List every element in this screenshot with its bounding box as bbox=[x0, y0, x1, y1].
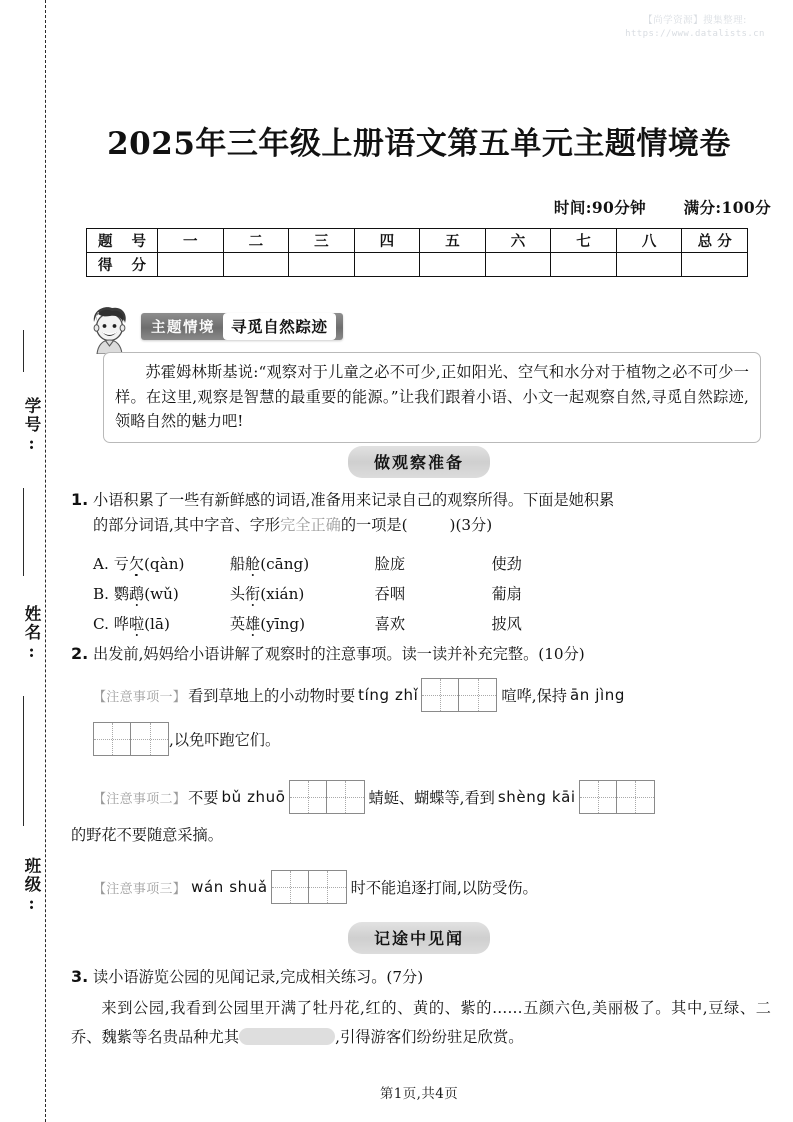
theme-tag-value: 寻觅自然踪迹 bbox=[223, 313, 336, 340]
note-2-grid-1[interactable] bbox=[289, 780, 365, 814]
total-score-label: 满分:100分 bbox=[683, 198, 771, 217]
score-cell-6[interactable] bbox=[551, 253, 617, 277]
score-cell-5[interactable] bbox=[485, 253, 551, 277]
page-title: 2025年三年级上册语文第五单元主题情境卷 bbox=[107, 126, 731, 162]
note-1-line-2 bbox=[93, 722, 280, 756]
score-table-col-2: 三 bbox=[289, 229, 355, 253]
score-table-row-label-1: 得 分 bbox=[87, 253, 158, 277]
note-2-grid-2[interactable] bbox=[579, 780, 655, 814]
sidebar-field-student-name: 姓名: bbox=[22, 605, 41, 663]
student-number-rule bbox=[23, 330, 24, 372]
sidebar-field-student-number: 学号: bbox=[22, 397, 41, 455]
score-cell-0[interactable] bbox=[158, 253, 224, 277]
boy-avatar-icon bbox=[83, 302, 135, 354]
note-3-tag: 【注意事项三】 bbox=[93, 881, 187, 897]
note-1-seg-2: 喧哗,保持 bbox=[501, 686, 567, 705]
option-b-word2: 头衔(xián) bbox=[229, 585, 305, 603]
watermark-line-2: https://www.datalists.cn bbox=[625, 28, 765, 39]
score-cell-1[interactable] bbox=[223, 253, 289, 277]
score-table-col-6: 七 bbox=[551, 229, 617, 253]
score-cell-4[interactable] bbox=[420, 253, 486, 277]
passage-redacted-blank[interactable] bbox=[239, 1028, 335, 1045]
score-cell-7[interactable] bbox=[616, 253, 682, 277]
question-1-text-line2-post: 的一项是( bbox=[340, 515, 408, 534]
theme-quote-box bbox=[103, 352, 761, 443]
option-a-word2: 船舱(cāng) bbox=[229, 555, 310, 573]
note-1-line-1 bbox=[93, 678, 628, 712]
option-a-word1: 亏欠(qàn) bbox=[113, 555, 185, 573]
time-limit-label: 时间:90分钟 bbox=[553, 198, 647, 217]
question-3 bbox=[71, 964, 771, 990]
table-row-scores bbox=[87, 253, 748, 277]
note-2-pinyin-1: bǔ zhuō bbox=[221, 788, 286, 806]
section-title-1: 做观察准备 bbox=[348, 446, 490, 478]
section-title-2: 记途中见闻 bbox=[348, 922, 490, 954]
option-c-word4: 披风 bbox=[491, 615, 522, 633]
note-2-line-1 bbox=[93, 780, 655, 814]
score-table bbox=[86, 228, 748, 277]
exam-meta bbox=[554, 196, 771, 218]
student-name-rule bbox=[23, 488, 24, 576]
option-c-word1: 哗啦(lā) bbox=[113, 615, 170, 633]
section-header-2 bbox=[45, 922, 793, 954]
option-b-letter: B. bbox=[93, 585, 109, 603]
question-2 bbox=[71, 641, 771, 667]
score-table-col-1: 二 bbox=[223, 229, 289, 253]
question-3-number: 3. bbox=[71, 967, 89, 986]
score-table-col-7: 八 bbox=[616, 229, 682, 253]
question-1-text-line2-pre: 的部分词语,其中字音、字形 bbox=[93, 515, 281, 534]
score-table-row-label-0: 题 号 bbox=[87, 229, 158, 253]
score-cell-2[interactable] bbox=[289, 253, 355, 277]
option-c-word2: 英雄(yīng) bbox=[229, 615, 305, 633]
question-1-text-line1: 小语积累了一些有新鲜感的词语,准备用来记录自己的观察所得。下面是她积累 bbox=[93, 491, 615, 509]
note-1-grid-1[interactable] bbox=[421, 678, 497, 712]
theme-tag-label: 主题情境 bbox=[151, 320, 215, 336]
option-c-word3: 喜欢 bbox=[374, 615, 406, 633]
section-header-1 bbox=[45, 446, 793, 478]
option-b[interactable] bbox=[93, 583, 522, 604]
note-1-seg-3: ,以免吓跑它们。 bbox=[169, 730, 281, 749]
option-b-word4: 葡扇 bbox=[491, 585, 522, 603]
note-3-grid-1[interactable] bbox=[271, 870, 347, 904]
note-1-pinyin-2: ān jìng bbox=[569, 686, 625, 704]
note-2-pinyin-2: shèng kāi bbox=[497, 788, 576, 806]
student-class-rule bbox=[23, 696, 24, 826]
option-b-word1: 鹦鹉(wǔ) bbox=[113, 585, 179, 603]
theme-quote-text: 苏霍姆林斯基说:“观察对于儿童之必不可少,正如阳光、空气和水分对于植物之必不可少一样。在这里,观察是智慧的最重要的能源。”让我们跟着小语、小文一起观察自然,寻觅自然踪迹,领略自然的魅力吧! bbox=[115, 363, 749, 431]
option-a-letter: A. bbox=[93, 555, 109, 573]
note-1-seg-1: 看到草地上的小动物时要 bbox=[188, 686, 356, 705]
option-a[interactable] bbox=[93, 553, 522, 574]
theme-banner bbox=[83, 302, 763, 356]
score-cell-total[interactable] bbox=[682, 253, 748, 277]
score-table-col-0: 一 bbox=[158, 229, 224, 253]
student-info-sidebar bbox=[0, 0, 45, 1122]
exam-page bbox=[45, 0, 793, 1122]
option-a-word4: 使劲 bbox=[491, 555, 522, 573]
option-c[interactable] bbox=[93, 613, 522, 634]
note-2-line-2 bbox=[71, 824, 223, 845]
note-3-pinyin-1: wán shuǎ bbox=[191, 878, 268, 896]
question-1-text-emphasis: 完全正确 bbox=[280, 515, 341, 534]
option-c-letter: C. bbox=[93, 615, 109, 633]
option-b-word3: 吞咽 bbox=[374, 585, 406, 603]
question-3-passage bbox=[71, 994, 771, 1052]
note-3-line-1 bbox=[93, 870, 538, 904]
note-2-seg-1: 不要 bbox=[188, 788, 219, 807]
question-2-text: 出发前,妈妈给小语讲解了观察时的注意事项。读一读并补充完整。(10分) bbox=[93, 645, 585, 663]
score-cell-3[interactable] bbox=[354, 253, 420, 277]
question-1-text-line2-end: )(3分) bbox=[449, 515, 493, 534]
note-1-tag: 【注意事项一】 bbox=[93, 689, 187, 705]
theme-tag bbox=[141, 313, 343, 340]
question-2-number: 2. bbox=[71, 644, 89, 663]
question-1-number: 1. bbox=[71, 490, 89, 509]
option-a-word3: 脸庞 bbox=[374, 555, 406, 573]
score-table-col-total: 总 分 bbox=[682, 229, 748, 253]
table-row-question-numbers bbox=[87, 229, 748, 253]
score-table-col-5: 六 bbox=[485, 229, 551, 253]
note-2-tag: 【注意事项二】 bbox=[93, 791, 187, 807]
question-3-text: 读小语游览公园的见闻记录,完成相关练习。(7分) bbox=[93, 968, 424, 986]
sidebar-field-student-class: 班级: bbox=[22, 857, 41, 915]
note-1-pinyin-1: tíng zhǐ bbox=[358, 686, 419, 704]
passage-text-pre: 来到公园,我看到公园里开满了牡丹花,红的、黄的、紫的……五颜六色,美丽极了。其中,豆绿、二乔、魏紫等名贵品种尤其 bbox=[71, 999, 771, 1047]
note-3-seg-2: 时不能追逐打闹,以防受伤。 bbox=[350, 878, 538, 897]
passage-text-post: ,引得游客们纷纷驻足欣赏。 bbox=[335, 1028, 524, 1047]
note-2-seg-2: 蜻蜓、蝴蝶等,看到 bbox=[368, 788, 495, 807]
watermark-line-1: 【尚学资源】搜集整理: bbox=[643, 15, 747, 26]
score-table-col-3: 四 bbox=[354, 229, 420, 253]
page-footer: 第1页,共4页 bbox=[379, 1086, 459, 1102]
question-1 bbox=[71, 487, 771, 538]
note-2-seg-3: 的野花不要随意采摘。 bbox=[71, 826, 223, 844]
score-table-col-4: 五 bbox=[420, 229, 486, 253]
note-1-grid-2[interactable] bbox=[93, 722, 169, 756]
